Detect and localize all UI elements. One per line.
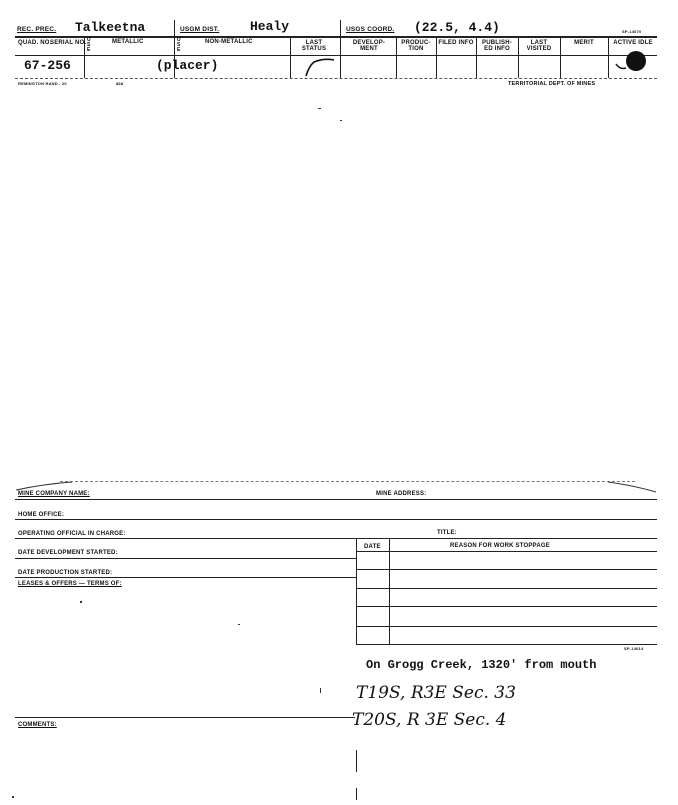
operating-official-label: OPERATING OFFICIAL IN CHARGE: (18, 531, 126, 537)
speck (318, 108, 321, 109)
punch-hole-icon (612, 48, 652, 78)
col-published-info: PUBLISH-ED INFO (482, 40, 512, 52)
stoppage-header-rule (356, 551, 657, 552)
col-production: PRODUC-TION (401, 40, 431, 52)
speck (340, 120, 342, 121)
stoppage-date-header: DATE (364, 544, 381, 550)
col-active-idle: ACTIVE IDLE (613, 40, 653, 46)
col-metallic: METALLIC (112, 39, 144, 45)
stoppage-row-line (356, 644, 657, 645)
col-divider (340, 20, 341, 78)
col-development: DEVELOP-MENT (352, 40, 386, 52)
leases-label: LEASES & OFFERS — TERMS OF: (18, 581, 122, 587)
usgs-coord-label: USGS COORD. (346, 26, 395, 33)
stoppage-left-edge (356, 538, 357, 645)
mine-company-name-label: MINE COMPANY NAME: (18, 491, 90, 497)
speck (238, 624, 240, 625)
metallic-value: (placer) (156, 58, 219, 73)
mine-company-line (15, 499, 657, 500)
col-divider (518, 36, 519, 78)
col-last-status: LAST STATUS (301, 40, 327, 52)
col-divider (436, 36, 437, 78)
operating-official-line (15, 538, 657, 539)
rec-prec-label: REC. PREC. (17, 26, 57, 33)
date-development-label: DATE DEVELOPMENT STARTED: (18, 550, 118, 556)
bottom-form-number: SP-14014 (624, 646, 644, 651)
col-divider (560, 36, 561, 78)
mine-address-label: MINE ADDRESS: (376, 491, 427, 497)
issuing-agency: TERRITORIAL DEPT. OF MINES (508, 81, 596, 87)
stoppage-reason-header: REASON FOR WORK STOPPAGE (450, 543, 550, 549)
stoppage-row-line (356, 626, 657, 627)
stoppage-row-line (356, 606, 657, 607)
stoppage-row-line (356, 588, 657, 589)
date-production-line (15, 577, 356, 578)
col-divider (396, 36, 397, 78)
usgm-dist-label: USGM DIST. (180, 26, 220, 33)
date-production-label: DATE PRODUCTION STARTED: (18, 570, 113, 576)
col-serial-no: SERIAL NO. (50, 40, 87, 46)
col-non-metallic: NON-METALLIC (205, 39, 253, 45)
speck (12, 796, 14, 798)
stoppage-row-line (356, 569, 657, 570)
top-dashed-edge (60, 481, 635, 482)
col-use-letters: U S E (177, 37, 181, 53)
date-development-line (15, 558, 356, 559)
col-use-letters: U S E (87, 37, 91, 53)
col-filed-info: FILED INFO (438, 40, 474, 46)
comments-line (15, 717, 355, 718)
home-office-line (15, 519, 657, 520)
usgm-dist-value: Healy (250, 19, 290, 34)
col-divider (476, 36, 477, 78)
speck (320, 688, 321, 693)
col-merit: MERIT (574, 40, 594, 46)
col-last-visited: LAST VISITED (526, 40, 552, 52)
quad-serial-value: 67-256 (24, 58, 71, 73)
handwritten-line-2: T20S, R 3E Sec. 4 (352, 710, 507, 730)
title-label: TITLE: (437, 530, 457, 536)
typed-location: On Grogg Creek, 1320' from mouth (366, 658, 597, 672)
vertical-tick (356, 750, 357, 772)
speck (80, 601, 82, 603)
col-quad-no: QUAD. NO. (18, 40, 52, 46)
checkmark-icon (300, 54, 340, 80)
rec-prec-value: Talkeetna (75, 20, 146, 35)
comments-label: COMMENTS: (18, 722, 57, 728)
usgs-coord-value: (22.5, 4.4) (414, 20, 500, 35)
col-divider (608, 36, 609, 78)
col-divider (290, 36, 291, 78)
stoppage-date-divider (389, 538, 390, 645)
handwritten-line-1: T19S, R3E Sec. 33 (356, 683, 516, 703)
vertical-tick (356, 788, 357, 800)
home-office-label: HOME OFFICE: (18, 512, 65, 518)
corner-stroke (606, 478, 658, 494)
printer-credit: REMINGTON RAND - 20 (18, 81, 67, 86)
corner-stroke (14, 478, 74, 492)
printer-code: 888 (116, 81, 124, 86)
top-form-number: SP-14070 (622, 29, 642, 34)
